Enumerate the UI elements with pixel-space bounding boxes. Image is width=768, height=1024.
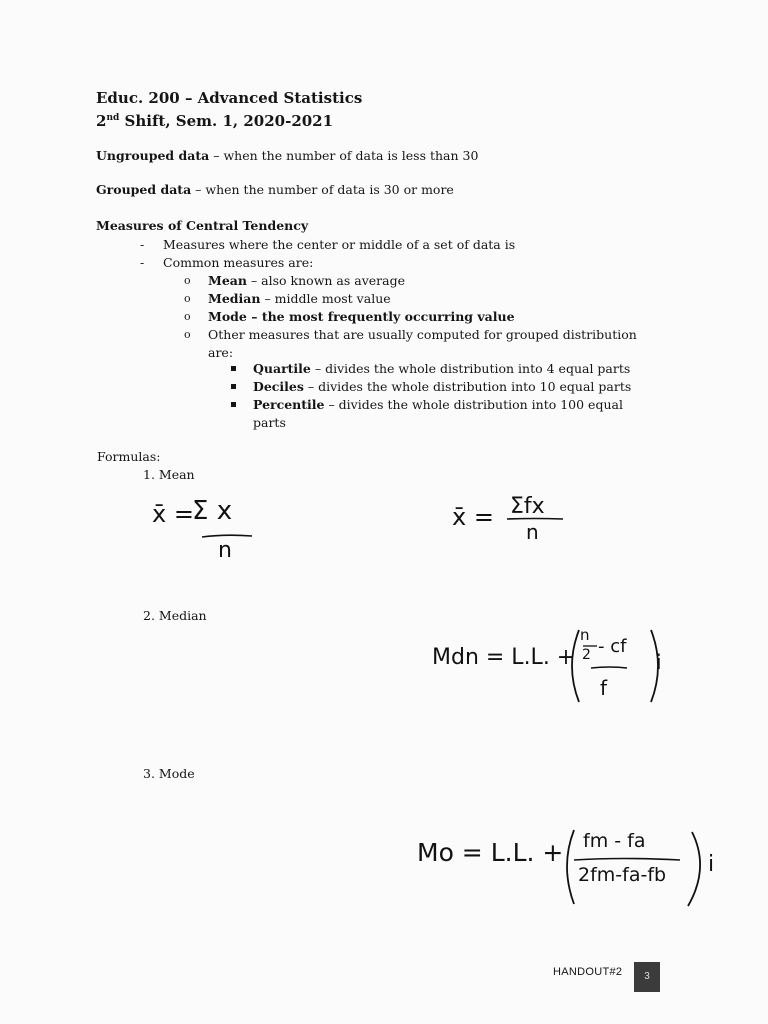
central-tendency-bullets [140,236,515,272]
grouped-text: – when the number of data is 30 or more [191,182,454,197]
measure-text: Other measures that are usually computed for grouped distribution are: [208,327,637,360]
circle-bullet-icon: o [184,328,191,341]
formula-item-mean: 1. Mean [143,467,195,482]
circle-bullet-icon: o [184,274,191,287]
median-cf: - cf [598,636,627,657]
ordinal: 2 [96,112,107,130]
measure-term: Mode – the most frequently occurring value [208,309,515,324]
bullet-text: Measures where the center or middle of a set of data is [163,237,516,252]
formula-item-median: 2. Median [143,608,207,623]
mode-lhs: Mo = L.L. + [417,838,564,867]
list-item [140,236,515,254]
mean-grouped-denominator: n [526,520,539,544]
measure-term: Median [208,291,261,306]
measure-text: – middle most value [260,291,391,306]
central-tendency-heading: Measures of Central Tendency [96,218,309,233]
measure-text: – divides the whole distribution into 10 equal parts [303,379,632,394]
mean-numerator: Σ x [192,496,233,526]
list-item [229,378,649,396]
mode-numerator: fm - fa [583,830,646,852]
mode-i: i [708,852,715,877]
course-title: Educ. 200 – Advanced Statistics [96,89,363,107]
other-measures-list [229,360,649,432]
median-f: f [600,676,608,700]
list-item [183,290,643,308]
bullet-text: Common measures are: [163,255,314,270]
ungrouped-text: – when the number of data is less than 30 [209,148,479,163]
dash-bullet-icon: - [140,237,145,252]
mean-lhs: x̄ = [152,500,194,528]
measure-text: – divides the whole distribution into 100 equal parts [253,397,623,430]
mean-grouped-lhs: x̄ = [452,503,494,531]
formulas-label: Formulas: [97,449,161,464]
measure-text: – divides the whole distribution into 4 equal parts [310,361,631,376]
dash-bullet-icon: - [140,255,145,270]
square-bullet-icon [231,402,236,407]
grouped-definition [96,182,454,197]
measure-term: Percentile [253,397,325,412]
document-title [96,88,362,131]
list-item [140,254,515,272]
list-item [229,396,649,432]
median-n: n [580,626,590,644]
semester-text: Shift, Sem. 1, 2020-2021 [119,112,334,130]
measure-term: Mean [208,273,247,288]
median-two: 2 [582,647,591,663]
square-bullet-icon [231,384,236,389]
median-i: i [656,650,662,674]
square-bullet-icon [231,366,236,371]
formula-item-mode: 3. Mode [143,766,195,781]
list-item [183,272,643,290]
list-item [183,308,643,326]
ordinal-suffix: nd [106,113,120,123]
measures-list [183,272,643,362]
measure-text: – also known as average [246,273,405,288]
median-lhs: Mdn = L.L. + [432,645,576,670]
ungrouped-definition [96,148,478,163]
handout-label: HANDOUT#2 [553,966,623,978]
grouped-term: Grouped data [96,182,192,197]
list-item [183,326,643,362]
circle-bullet-icon: o [184,310,191,323]
circle-bullet-icon: o [184,292,191,305]
mean-denominator: n [218,538,232,563]
measure-term: Quartile [253,361,311,376]
measure-term: Deciles [253,379,304,394]
ungrouped-term: Ungrouped data [96,148,210,163]
mean-grouped-numerator: Σfx [510,494,545,519]
list-item [229,360,649,378]
semester-line [96,108,362,131]
page-number: 3 [634,962,660,992]
mode-denominator: 2fm-fa-fb [578,864,667,886]
